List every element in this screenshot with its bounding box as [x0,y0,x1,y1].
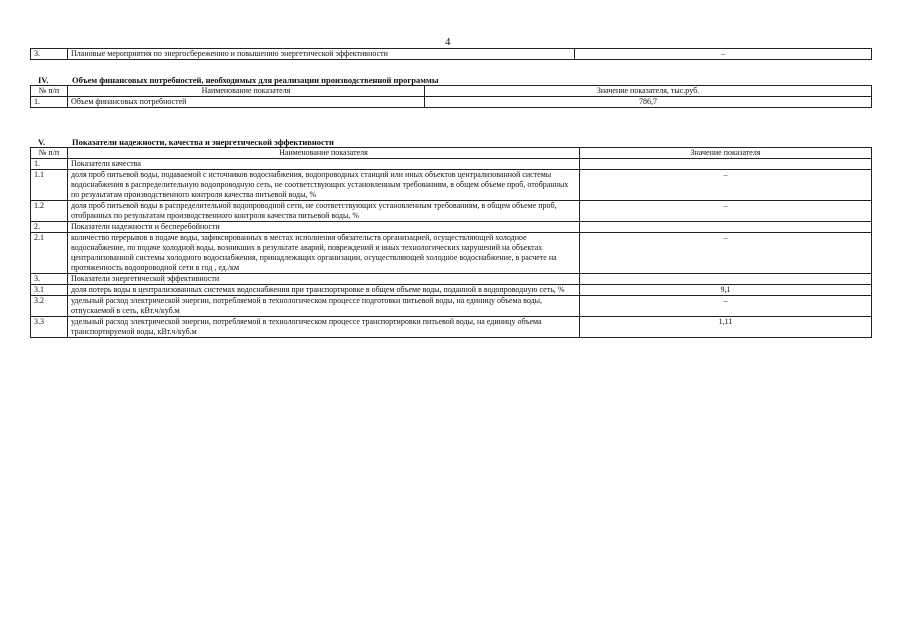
table-row [31,97,872,108]
row-value: – [580,201,872,222]
row-value: – [580,296,872,317]
row-number: 3.1 [31,285,68,296]
table-row [31,201,872,222]
row-name: удельный расход электрической энергии, потребляемой в технологическом процессе транспортировки питьевой воды, на единицу объема транспортируемой воды, кВт.ч/куб.м [68,317,580,338]
row-number: 1.2 [31,201,68,222]
row-value: 786,7 [425,97,872,108]
row-name: количество перерывов в подаче воды, зафиксированных в местах исполнения обязательств организацией, осуществляющей холодное водоснабжение, по подаче холодной воды, возникших в результате аварий, повреждений и иных технологических нарушений на объектах централизованной системы холодного водоснабжения, принадлежащих организации, осуществляющей холодное водоснабжение, в расчете на протяженность водопроводной сети в год , ед./км [68,233,580,274]
row-name: доля проб питьевой воды, подаваемой с источников водоснабжения, водопроводных станций или иных объектов централизованной системы водоснабжения в распределительную водопроводную сеть, не соответствующих установленным требованиям, в общем объеме проб, отобранных по результатам производственного контроля качества питьевой воды, % [68,170,580,201]
section4-number: IV. [38,75,49,85]
header-value: Значение показателя, тыс.руб. [425,86,872,97]
row-number: 3.2 [31,296,68,317]
header-name: Наименование показателя [68,86,425,97]
section5-title: Показатели надежности, качества и энергетической эффективности [72,137,334,147]
section5-number: V. [38,137,46,147]
row-value [580,274,872,285]
indicators-table [30,147,872,338]
row-value: 1,11 [580,317,872,338]
row-number: 2. [31,222,68,233]
section4-title: Объем финансовых потребностей, необходимых для реализации производственной программы [72,75,439,85]
table-row [31,233,872,274]
table-row [31,159,872,170]
table-row [31,274,872,285]
row-name: Показатели качества [68,159,580,170]
top-table [30,48,872,60]
row-number: 3. [31,49,68,60]
table-header [31,86,872,97]
row-number: 3.3 [31,317,68,338]
table-header [31,148,872,159]
row-number: 2.1 [31,233,68,274]
table-row [31,170,872,201]
section5-heading [38,137,334,147]
header-name: Наименование показателя [68,148,580,159]
table-row [31,317,872,338]
row-value: – [575,49,872,60]
page-number: 4 [445,36,451,48]
row-number: 1. [31,159,68,170]
row-value: 9,1 [580,285,872,296]
table-row [31,49,872,60]
row-name: удельный расход электрической энергии, потребляемой в технологическом процессе подготовки питьевой воды, на единицу объема воды, отпускаемой в сеть, кВт.ч/куб.м [68,296,580,317]
header-number: № п/п [31,86,68,97]
row-value [580,159,872,170]
row-name: доля потерь воды в централизованных системах водоснабжения при транспортировке в общем объеме воды, поданной в водопроводную сеть, % [68,285,580,296]
row-name: Показатели энергетической эффективности [68,274,580,285]
row-name: Объем финансовых потребностей [68,97,425,108]
row-value [580,222,872,233]
row-name: Показатели надежности и бесперебойности [68,222,580,233]
financial-table [30,85,872,108]
table-row [31,285,872,296]
row-number: 1. [31,97,68,108]
row-name: Плановые мероприятия по энергосбережению и повышению энергетической эффективности [68,49,575,60]
row-name: доля проб питьевой воды в распределительной водопроводной сети, не соответствующих установленным требованиям, в общем объеме проб, отобранных по результатам производственного контроля качества питьевой воды, % [68,201,580,222]
section4-heading [38,75,438,85]
table-row [31,296,872,317]
header-number: № п/п [31,148,68,159]
row-value: – [580,233,872,274]
row-value: – [580,170,872,201]
header-value: Значение показателя [580,148,872,159]
row-number: 3. [31,274,68,285]
row-number: 1.1 [31,170,68,201]
table-row [31,222,872,233]
